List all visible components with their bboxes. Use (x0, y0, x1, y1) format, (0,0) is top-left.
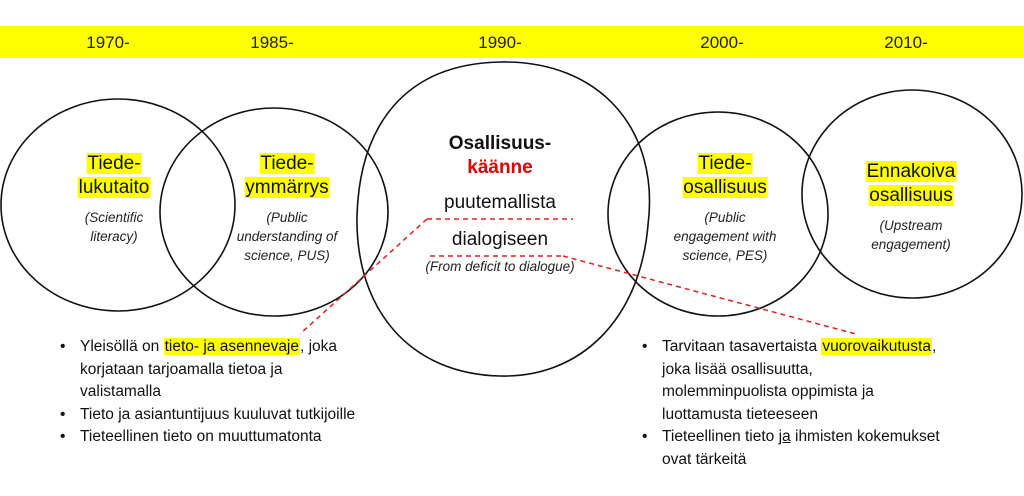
bullet-text: luottamusta tieteeseen (662, 405, 818, 423)
underlined-text: ja (778, 428, 791, 445)
subtitle-line: engagement with (673, 229, 777, 244)
title-line: osallisuus (683, 177, 767, 198)
subtitle-line: engagement) (871, 237, 951, 252)
year-1970: 1970- (86, 33, 130, 52)
label-participation-turn (380, 132, 620, 276)
subtitle-line: (Public (704, 210, 746, 225)
subtitle-line: science, PES) (682, 248, 768, 263)
bullet-text: Tieteellinen tieto (662, 428, 779, 445)
label-upstream-engagement (866, 160, 957, 254)
bullet-item (80, 426, 500, 449)
subtitle-line: literacy) (90, 229, 138, 244)
title-line: Ennakoiva (866, 161, 956, 182)
deficit-model-bullets (58, 336, 500, 449)
subtitle-line: science, PUS) (244, 248, 330, 263)
title-line: lukutaito (78, 177, 150, 198)
title-line: Tiede- (260, 153, 314, 174)
dialogue-model-bullets (640, 336, 1024, 471)
year-1990: 1990- (478, 33, 522, 52)
bullet-item (80, 336, 500, 404)
highlighted-text: vuorovaikutusta (822, 338, 931, 355)
label-public-engagement (674, 152, 777, 265)
title-line: Tiede- (698, 153, 752, 174)
bullet-text: , joka (300, 338, 338, 355)
center-title: Osallisuus- (448, 133, 552, 154)
bullet-text: joka lisää osallisuutta, (662, 360, 813, 378)
title-line: osallisuus (869, 185, 953, 206)
subtitle-line: understanding of (236, 229, 338, 244)
highlighted-text: tieto- ja asennevaje (164, 338, 299, 355)
bullet-text: Yleisöllä on (80, 338, 164, 355)
bullet-text: Tieto ja asiantuntijuus kuuluvat tutkijoille (80, 405, 356, 423)
center-title-red: käänne (467, 157, 533, 178)
subtitle-line: (Public (266, 210, 308, 225)
bullet-text: valistamalla (80, 383, 161, 400)
center-line-1: puutemallista (444, 192, 556, 213)
bullet-text: , (931, 338, 937, 355)
center-line-2: dialogiseen (451, 229, 549, 250)
bullet-item (80, 404, 500, 427)
year-2010: 2010- (884, 33, 928, 52)
center-subtitle: (From deficit to dialogue) (425, 259, 575, 274)
year-1985: 1985- (250, 33, 294, 52)
bullet-text: ihmisten kokemukset (790, 428, 940, 445)
year-2000: 2000- (700, 33, 744, 52)
bullet-item (662, 336, 1024, 426)
bullet-text: ovat tärkeitä (662, 450, 747, 468)
label-public-understanding (237, 152, 338, 265)
bullet-text: korjataan tarjoamalla tietoa ja (80, 360, 283, 378)
label-scientific-literacy (78, 152, 151, 246)
bullet-text: Tieteellinen tieto on muuttumatonta (80, 428, 322, 445)
bullet-text: molemminpuolista oppimista ja (662, 383, 874, 400)
subtitle-line: (Upstream (879, 218, 943, 233)
title-line: ymmärrys (245, 177, 329, 198)
subtitle-line: (Scientific (84, 210, 144, 225)
bullet-text: Tarvitaan tasavertaista (662, 338, 822, 355)
title-line: Tiede- (87, 153, 141, 174)
bullet-item (662, 426, 1024, 471)
